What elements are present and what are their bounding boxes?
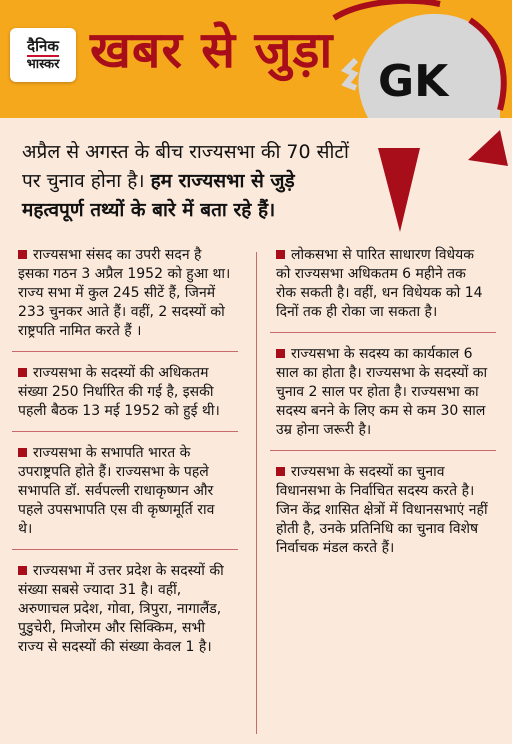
intro-bold: हम राज्यसभा से जुड़े महत्वपूर्ण तथ्यों के बारे में बता रहे हैं। [22, 170, 295, 221]
item-divider [270, 332, 496, 333]
list-item: राज्यसभा के सदस्यों का चुनाव विधानसभा के निर्वाचित सदस्य करते है। जिन केंद्र शासित क्षेत्रों में विधानसभाएं नहीं होती है, उनके प्रतिनिधि का चुनाव विशेष निर्वाचक मंडल करते हैं। [276, 464, 488, 556]
list-item: राज्यसभा के सभापति भारत के उपराष्ट्रपति होते हैं। राज्यसभा के पहले सभापति डॉ. सर्वपल्ली राधाकृष्णन और पहले उपसभापति एस वी कृष्णमूर्ति राव थे। [18, 445, 215, 537]
bullet-square-icon [276, 349, 285, 358]
list-item: राज्यसभा के सदस्य का कार्यकाल 6 साल का होता है। राज्यसभा के सदस्यों का चुनाव 2 साल पर होता है। राज्यसभा का सदस्य बनने के लिए कम से कम 30 साल उम्र होना जरूरी है। [276, 346, 488, 438]
item-divider [270, 450, 496, 451]
intro-normal: अप्रैल से अगस्त के बीच राज्यसभा की 70 सीटों पर चुनाव होना है। [22, 141, 349, 192]
item-divider [12, 549, 238, 550]
column-divider [256, 252, 257, 734]
bullet-square-icon [18, 368, 27, 377]
bullet-square-icon [18, 448, 27, 457]
item-divider [12, 431, 238, 432]
left-column [12, 246, 238, 667]
logo-line2: भास्कर [26, 57, 60, 72]
logo-line1: दैनिक [27, 37, 59, 55]
list-item: राज्यसभा संसद का उपरी सदन है इसका गठन 3 अप्रैल 1952 को हुआ था। राज्य सभा में कुल 245 सीटें हैं, जिनमें 233 चुनकर आते हैं। वहीं, 2 सदस्यों को राष्ट्रपति नामित करते हैं । [18, 247, 231, 339]
right-column [270, 246, 496, 568]
bullet-square-icon [18, 566, 27, 575]
list-item: लोकसभा से पारित साधारण विधेयक को राज्यसभा अधिकतम 6 महीने तक रोक सकती है। वहीं, धन विधेयक को 14 दिनों तक ही रोका जा सकता है। [276, 247, 483, 320]
list-item: राज्यसभा में उत्तर प्रदेश के सदस्यों की संख्या सबसे ज्यादा 31 है। वहीं, अरुणाचल प्रदेश, गोवा, त्रिपुरा, नागालैंड, पुडुचेरी, मिजोरम और सिक्किम, सभी राज्य से सदस्यों की संख्या केवल 1 है। [18, 563, 224, 655]
header-title: खबर से जुड़ा [90, 21, 334, 79]
bullet-square-icon [18, 250, 27, 259]
bullet-square-icon [276, 250, 285, 259]
intro-text [22, 138, 352, 225]
gk-badge: GK [378, 56, 449, 107]
item-divider [12, 351, 238, 352]
bullet-square-icon [276, 467, 285, 476]
list-item: राज्यसभा के सदस्यों की अधिकतम संख्या 250 निर्धारित की गई है, इसकी पहली बैठक 13 मई 1952 को हुई थी। [18, 365, 220, 419]
